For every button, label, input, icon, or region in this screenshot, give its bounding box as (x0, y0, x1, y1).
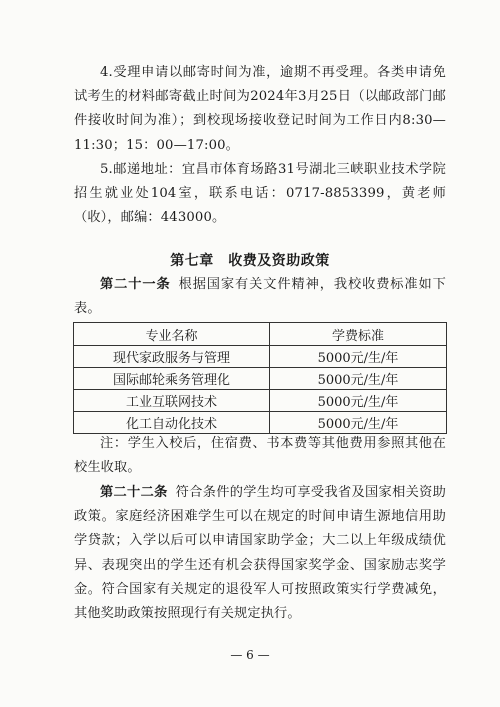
tuition-cell: 5000元/生/年 (270, 412, 447, 434)
table-row (74, 346, 447, 368)
fee-table (73, 322, 447, 434)
chapter-title: 第七章 收费及资助政策 (170, 253, 330, 269)
article-21 (74, 273, 446, 321)
article-21-label: 第二十一条 (100, 277, 171, 292)
tuition-cell: 5000元/生/年 (270, 346, 447, 368)
paragraph-item-5: 5.邮递地址：宜昌市体育场路31号湖北三峡职业技术学院招生就业处104室，联系电话：0717-8853399，黄老师（收），邮编：443000。 (74, 162, 446, 226)
paragraph-item-4: 4.受理申请以邮寄时间为准，逾期不再受理。各类申请免试考生的材料邮寄截止时间为2024年3月25日（以邮政部门邮件接收时间为准）；到校现场接收登记时间为工作日内8:30—11:30；15：00—17:00。 (74, 65, 446, 153)
article-22-text: 符合条件的学生均可享受我省及国家相关资助政策。家庭经济困难学生可以在规定的时间申请生源地信用助学贷款；入学以后可以申请国家助学金；大二以上年级成绩优异、表现突出的学生还有机会获得国家奖学金、国家励志奖学金。符合国家有关规定的退役军人可按照政策实行学费减免，其他奖助政策按照现行有关规定执行。 (74, 485, 447, 622)
header-tuition: 学费标准 (270, 323, 447, 346)
table-row (74, 368, 447, 390)
article-22-label: 第二十二条 (100, 485, 168, 500)
tuition-cell: 5000元/生/年 (270, 368, 447, 390)
major-name-cell: 国际邮轮乘务管理化 (74, 368, 270, 390)
article-22 (74, 481, 446, 626)
article-21-text: 根据国家有关文件精神，我校收费标准如下表。 (74, 277, 446, 317)
page-number: — 6 — (230, 648, 270, 662)
fee-note: 注：学生入校后，住宿费、书本费等其他费用参照其他在校生收取。 (74, 436, 446, 476)
tuition-cell: 5000元/生/年 (270, 390, 447, 412)
major-name-cell: 现代家政服务与管理 (74, 346, 270, 368)
header-major: 专业名称 (74, 323, 270, 346)
fee-table-header (74, 323, 447, 346)
major-name-cell: 工业互联网技术 (74, 390, 270, 412)
table-row (74, 412, 447, 434)
table-row (74, 390, 447, 412)
major-name-cell: 化工自动化技术 (74, 412, 270, 434)
